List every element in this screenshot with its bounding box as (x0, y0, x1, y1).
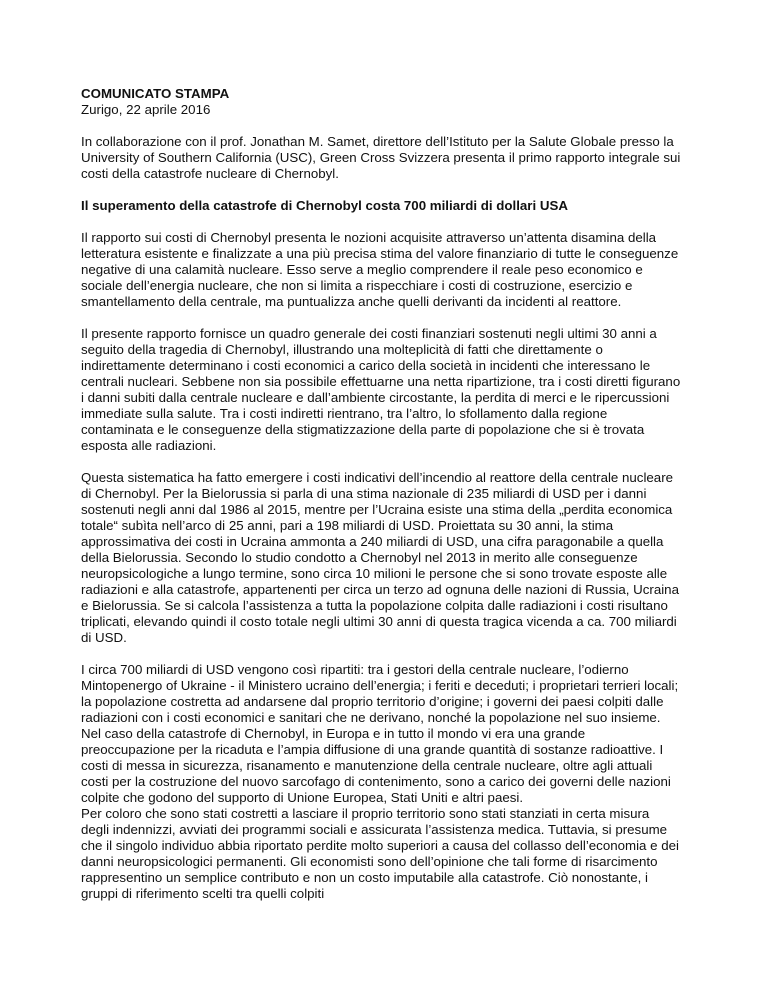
body-paragraph: Il rapporto sui costi di Chernobyl presenta le nozioni acquisite attraverso un’attenta disamina della letteratura esistente e finalizzate a una più precisa stima del valore finanziario di tutte le conseguenze negative di una calamità nucleare. Esso serve a meglio comprendere il reale peso economico e sociale dell’energia nucleare, che non si limita a rispecchiare i costi di costruzione, esercizio e smantellamento della centrale, ma puntualizza anche quelli derivanti da incidenti al reattore. (81, 230, 679, 309)
body-paragraph: Questa sistematica ha fatto emergere i costi indicativi dell’incendio al reattore della centrale nucleare di Chernobyl. Per la Bielorussia si parla di una stima nazionale di 235 miliardi di USD per i danni sostenuti negli anni dal 1986 al 2015, mentre per l’Ucraina esiste una stima della „perdita economica totale“ subìta nell’arco di 25 anni, pari a 198 miliardi di USD. Proiettata su 30 anni, la stima approssimativa dei costi in Ucraina ammonta a 240 miliardi di USD, una cifra paragonabile a quella della Bielorussia. Secondo lo studio condotto a Chernobyl nel 2013 in merito alle conseguenze neuropsicologiche a lungo termine, sono circa 10 milioni le persone che si sono trovate esposte alle radiazioni e alla catastrofe, appartenenti per circa un terzo ad ognuna delle nazioni di Russia, Ucraina e Bielorussia. Se si calcola l’assistenza a tutta la popolazione colpita dalle radiazioni i costi risultano triplicati, elevando quindi il costo totale negli ultimi 30 anni di questa tragica vicenda a ca. 700 miliardi di USD. (81, 470, 679, 645)
press-release-body (81, 86, 681, 902)
body-paragraph: Il presente rapporto fornisce un quadro generale dei costi finanziari sostenuti negli ultimi 30 anni a seguito della tragedia di Chernobyl, illustrando una molteplicità di fatti che direttamente o indirettamente determinano i costi economici a carico della società in incidenti che interessano le centrali nucleari. Sebbene non sia possibile effettuarne una netta ripartizione, tra i costi diretti figurano i danni subiti dalla centrale nucleare e dall’ambiente circostante, la perdita di merci e le ripercussioni immediate sulla salute. Tra i costi indiretti rientrano, tra l’altro, lo sfollamento dalla regione contaminata e le conseguenze della stigmatizzazione della parte di popolazione che si è trovata esposta alle radiazioni. (81, 326, 681, 453)
body-paragraph: I circa 700 miliardi di USD vengono così ripartiti: tra i gestori della centrale nucleare, l’odierno Mintopenergo of Ukraine - il Ministero ucraino dell’energia; i feriti e deceduti; i proprietari terrieri locali; la popolazione costretta ad andarsene dal proprio territorio d’origine; i governi dei paesi colpiti dalle radiazioni con i costi economici e sanitari che ne derivano, nonché la popolazione nel suo insieme. Nel caso della catastrofe di Chernobyl, in Europa e in tutto il mondo vi era una grande preoccupazione per la ricaduta e l’ampia diffusione di una grande quantità di sostanze radioattive. I costi di messa in sicurezza, risanamento e manutenzione della centrale nucleare, oltre agli attuali costi per la costruzione del nuovo sarcofago di contenimento, sono a carico dei governi delle nazioni colpite che godono del supporto di Unione Europea, Stati Uniti e altri paesi. (81, 662, 679, 805)
subheading: Il superamento della catastrofe di Chernobyl costa 700 miliardi di dollari USA (81, 198, 568, 213)
dateline: Zurigo, 22 aprile 2016 (81, 102, 211, 117)
document-heading: COMUNICATO STAMPA (81, 86, 230, 101)
body-paragraph: Per coloro che sono stati costretti a lasciare il proprio territorio sono stati stanziati in certa misura degli indennizzi, avviati dei programmi sociali e assicurata l’assistenza medica. Tuttavia, si presume che il singolo individuo abbia riportato perdite molto superiori a causa del collasso dell’economia e dei danni neuropsicologici permanenti. Gli economisti sono dell’opinione che tali forme di risarcimento rappresentino un semplice contributo e non un costo imputabile alla catastrofe. Ciò nonostante, i gruppi di riferimento scelti tra quelli colpiti (81, 806, 679, 901)
intro-paragraph: In collaborazione con il prof. Jonathan M. Samet, direttore dell’Istituto per la Salute Globale presso la University of Southern California (USC), Green Cross Svizzera presenta il primo rapporto integrale sui costi della catastrofe nucleare di Chernobyl. (81, 134, 681, 181)
